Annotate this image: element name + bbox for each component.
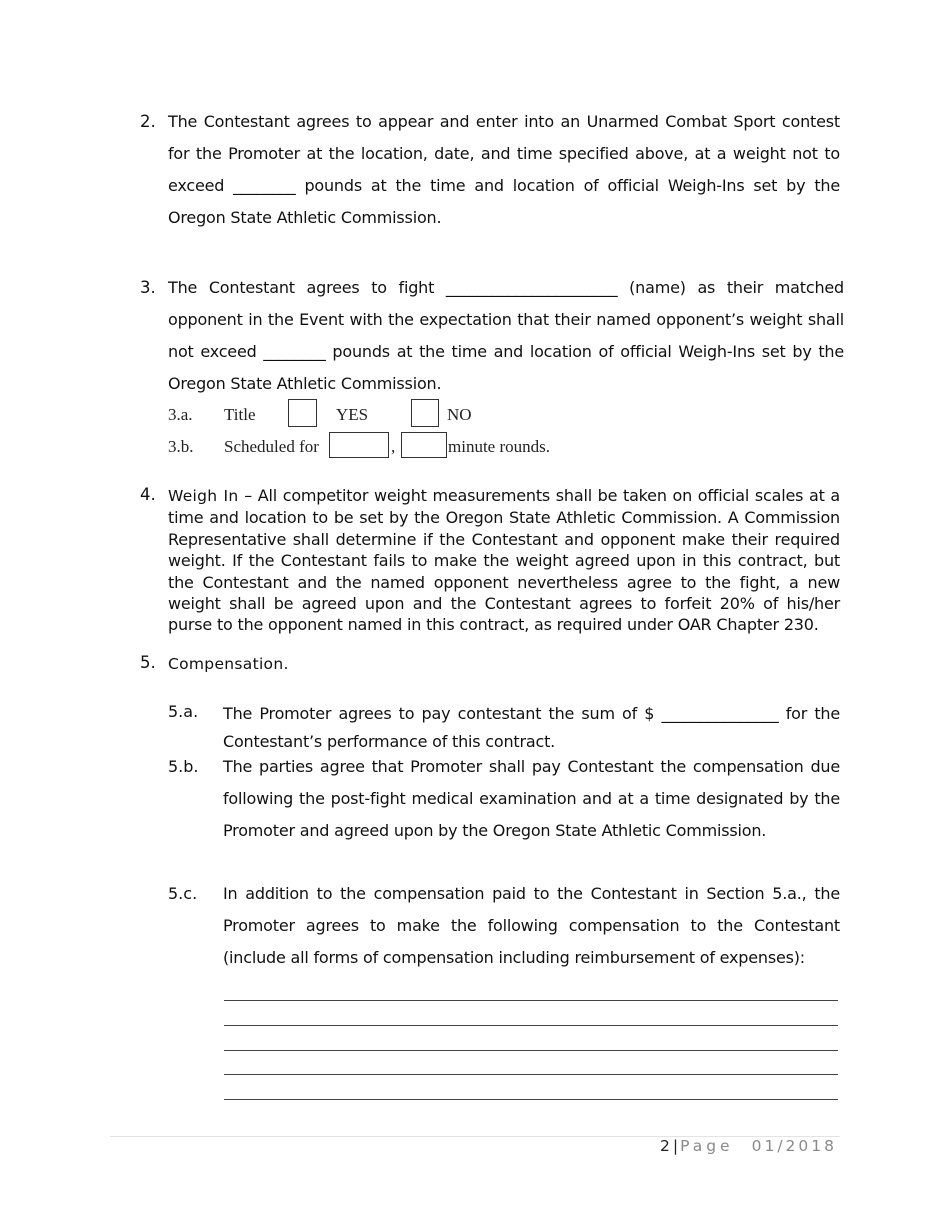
rounds-count-field[interactable] — [329, 432, 389, 458]
section-5-number: 5. — [140, 653, 156, 672]
section-5 — [140, 652, 840, 676]
yes-label: YES — [336, 405, 369, 424]
compensation-blank-line[interactable] — [224, 1050, 838, 1051]
section-4-text — [168, 485, 840, 636]
section-3-text: The Contestant agrees to fight ______________________ (name) as their matched opponent in the Event with the expectation that their named opponent’s weight shall not exceed ________ pounds at the time and location of official Weigh-Ins set by the Oregon State Athletic Commission. — [168, 278, 844, 393]
compensation-blank-line[interactable] — [224, 1000, 838, 1001]
scheduled-for-label: Scheduled for — [224, 437, 319, 456]
page-number: 2 — [659, 1137, 670, 1155]
minute-rounds-label: minute rounds. — [448, 437, 550, 456]
title-label: Title — [224, 405, 256, 424]
section-3a-label: 3.a. — [168, 405, 193, 424]
revision-date: 01/2018 — [751, 1137, 837, 1155]
section-5b — [168, 751, 840, 847]
comma: , — [391, 437, 396, 456]
title-no-checkbox[interactable] — [411, 399, 439, 427]
section-2 — [140, 106, 840, 234]
section-4-number: 4. — [140, 485, 156, 504]
section-3b-label: 3.b. — [168, 437, 194, 456]
section-5c-label: 5.c. — [168, 884, 198, 903]
round-minutes-field[interactable] — [401, 432, 447, 458]
title-yes-checkbox[interactable] — [288, 399, 317, 427]
section-5a-label: 5.a. — [168, 702, 199, 721]
no-label: NO — [447, 405, 472, 424]
section-5b-label: 5.b. — [168, 757, 199, 776]
section-4-body: – All competitor weight measurements shall be taken on official scales at a time and location to be set by the Oregon State Athletic Commission. A Commission Representative shall determine if the Contestant and opponent make their required weight. If the Contestant fails to make the weight agreed upon in this contract, but the Contestant and the named opponent nevertheless agree to the fight, a new weight shall be agreed upon and the Contestant agrees to forfeit 20% of his/her purse to the opponent named in this contract, as required under OAR Chapter 230. — [168, 486, 840, 635]
compensation-blank-line[interactable] — [224, 1025, 838, 1026]
section-5c-text: In addition to the compensation paid to the Contestant in Section 5.a., the Promoter agrees to make the following compensation to the Contestant (include all forms of compensation including reimbursement of expenses): — [223, 884, 840, 967]
compensation-blank-line[interactable] — [224, 1074, 838, 1075]
compensation-blank-line[interactable] — [224, 1099, 838, 1100]
section-4-heading: Weigh In — [168, 487, 239, 505]
page-footer — [660, 1137, 837, 1155]
section-2-text: The Contestant agrees to appear and enter into an Unarmed Combat Sport contest for the Promoter at the location, date, and time specified above, at a weight not to exceed ________ pounds at the time and location of official Weigh-Ins set by the Oregon State Athletic Commission. — [168, 112, 840, 227]
footer-separator: | — [672, 1137, 679, 1155]
section-5a-text: The Promoter agrees to pay contestant the sum of $ _______________ for the Contestant’s performance of this contract. — [223, 704, 840, 751]
section-5a — [168, 700, 840, 756]
section-4 — [140, 485, 840, 636]
section-3-number: 3. — [140, 278, 156, 297]
section-3 — [140, 272, 844, 400]
page-word: Page — [680, 1137, 734, 1155]
section-2-number: 2. — [140, 112, 156, 131]
section-5c — [168, 878, 840, 974]
section-5-heading: Compensation. — [168, 655, 289, 673]
section-5b-text: The parties agree that Promoter shall pay Contestant the compensation due following the post-fight medical examination and at a time designated by the Promoter and agreed upon by the Oregon State Athletic Commission. — [223, 757, 840, 840]
